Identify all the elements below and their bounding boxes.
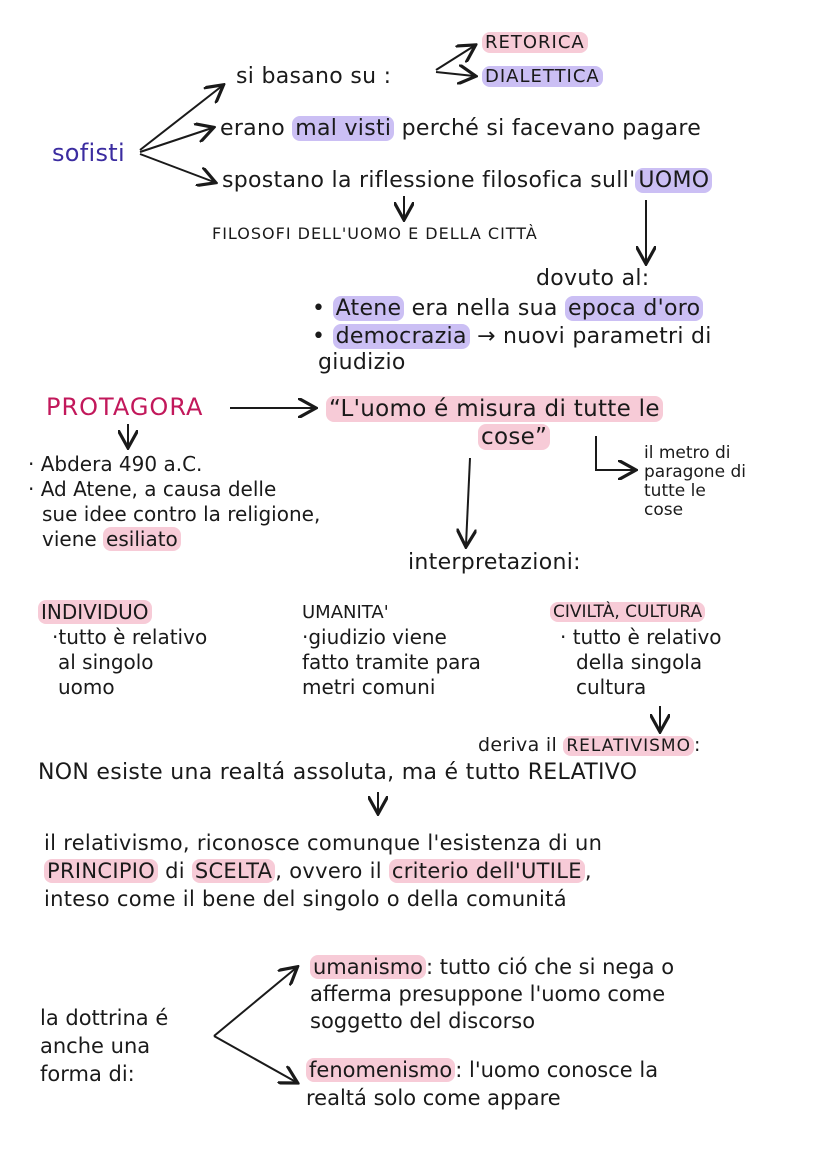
retorica-label — [482, 30, 588, 56]
bio-line-4 — [28, 527, 320, 552]
umanita-line: fatto tramite para — [302, 650, 481, 674]
metro-line: tutte le — [644, 481, 706, 501]
bio-line-2: · Ad Atene, a causa delle — [28, 477, 277, 501]
arrow-sofisti-spostano — [140, 154, 214, 182]
relativismo-line-2 — [44, 858, 592, 884]
umanismo-block — [310, 954, 674, 1035]
umanita-title: UMANITA' — [302, 602, 389, 623]
quote-highlight-2: cose” — [478, 424, 550, 450]
mal-visti-highlight: mal visti — [292, 116, 394, 141]
sofisti-title: sofisti — [52, 139, 125, 167]
dottrina-line: forma di: — [40, 1062, 135, 1086]
dialettica-label — [482, 64, 603, 90]
civilta-highlight: CIVILTÀ, CULTURA — [550, 602, 705, 622]
umanismo-line-3: soggetto del discorso — [310, 1009, 536, 1033]
epoca-oro-highlight: epoca d'oro — [565, 296, 703, 321]
non-esiste-line: NON esiste una realtá assoluta, ma é tutto RELATIVO — [38, 760, 638, 785]
dovuto-al: dovuto al: — [536, 266, 650, 291]
dottrina-label — [40, 1004, 168, 1088]
interpretazioni-label: interpretazioni: — [408, 550, 581, 575]
line2-ovvero: , ovvero il — [275, 859, 389, 883]
relativismo-line-1: il relativismo, riconosce comunque l'esistenza di un — [44, 831, 603, 855]
quote-highlight-1: “L'uomo é misura di tutte le — [326, 396, 663, 422]
principio-highlight: PRINCIPIO — [44, 859, 158, 883]
protagora-bio — [28, 452, 320, 552]
umanita-line: metri comuni — [302, 675, 436, 699]
spostano-prefix: spostano la riflessione filosofica sull' — [222, 168, 636, 193]
uomo-highlight: UOMO — [635, 168, 712, 193]
interpretation-individuo — [38, 600, 207, 700]
arrow-retorica — [436, 46, 474, 70]
umanismo-line-1 — [310, 954, 674, 981]
quote-line-2 — [478, 424, 550, 450]
deriva-relativismo-line — [478, 732, 701, 759]
dottrina-line: la dottrina é — [40, 1006, 169, 1030]
arrow-dialettica — [436, 72, 474, 76]
deriva-suffix: : — [693, 734, 701, 756]
fenomenismo-highlight: fenomenismo — [306, 1058, 455, 1082]
metro-line: paragone di — [644, 462, 746, 482]
filosofi-line: FILOSOFI DELL'UOMO E DELLA CITTÀ — [212, 224, 538, 243]
civilta-line: · tutto è relativo — [560, 625, 722, 649]
erano-suffix: perché si facevano pagare — [394, 116, 702, 141]
umanismo-highlight: umanismo — [310, 955, 426, 979]
atene-line: • Atene era nella sua epoca d'oro — [312, 296, 703, 322]
arrow-interpretazioni — [466, 458, 470, 545]
civilta-line: cultura — [576, 675, 647, 699]
esiliato-highlight: esiliato — [103, 527, 181, 551]
metro-line: cose — [644, 500, 684, 520]
democrazia-line: • democrazia → nuovi parametri di — [312, 324, 712, 349]
line2-di: di — [158, 859, 192, 883]
line2-end: , — [584, 859, 592, 883]
individuo-title — [38, 600, 207, 625]
atene-highlight: Atene — [333, 296, 405, 321]
civilta-title — [550, 600, 722, 625]
retorica-highlight: RETORICA — [482, 32, 588, 53]
criterio-utile-highlight: criterio dell'UTILE — [389, 859, 585, 883]
bio-viene: viene — [42, 527, 104, 551]
interpretation-civilta — [550, 600, 722, 700]
quote-line-1 — [326, 396, 663, 422]
bio-line-3: sue idee contro la religione, — [42, 502, 321, 526]
relativismo-highlight: RELATIVISMO — [563, 736, 694, 756]
individuo-line: uomo — [58, 675, 115, 699]
interpretation-umanita — [302, 600, 481, 700]
si-basano-text: si basano su : — [236, 64, 392, 89]
protagora-title: PROTAGORA — [46, 393, 204, 421]
fenomenismo-rest: : l'uomo conosce la — [455, 1058, 659, 1082]
arrow-sofisti-erano — [140, 128, 212, 152]
democrazia-highlight: democrazia — [333, 324, 470, 349]
deriva-prefix: deriva il — [478, 734, 564, 756]
scelta-highlight: SCELTA — [192, 859, 275, 883]
spostano-line — [222, 168, 712, 194]
bio-line-1: · Abdera 490 a.C. — [28, 452, 203, 476]
fenomenismo-block — [306, 1056, 658, 1112]
fenomenismo-line-1 — [306, 1056, 658, 1084]
giudizio-word: giudizio — [318, 350, 406, 375]
arrow-fenomenismo — [214, 1036, 296, 1082]
erano-prefix: erano — [220, 116, 293, 141]
metro-line: il metro di — [644, 443, 731, 463]
umanita-line: ·giudizio viene — [302, 625, 447, 649]
umanismo-line-2: afferma presuppone l'uomo come — [310, 982, 666, 1006]
civilta-line: della singola — [576, 650, 703, 674]
metro-paragone-note — [644, 444, 746, 520]
arrow-metro — [596, 436, 634, 470]
erano-mal-visti-line — [220, 116, 701, 142]
umanismo-rest: : tutto ció che si nega o — [426, 955, 675, 979]
atene-mid: era nella sua — [404, 296, 565, 321]
individuo-line: al singolo — [58, 650, 154, 674]
democrazia-rest: → nuovi parametri di — [469, 324, 712, 349]
fenomenismo-line-2: realtá solo come appare — [306, 1086, 561, 1110]
dottrina-line: anche una — [40, 1034, 151, 1058]
arrow-sofisti-basano — [140, 86, 222, 150]
individuo-highlight: INDIVIDUO — [38, 600, 152, 624]
relativismo-line-3: inteso come il bene del singolo o della comunitá — [44, 887, 567, 911]
arrow-umanismo — [214, 968, 296, 1036]
dialettica-highlight: DIALETTICA — [482, 66, 603, 87]
individuo-line: ·tutto è relativo — [52, 625, 208, 649]
